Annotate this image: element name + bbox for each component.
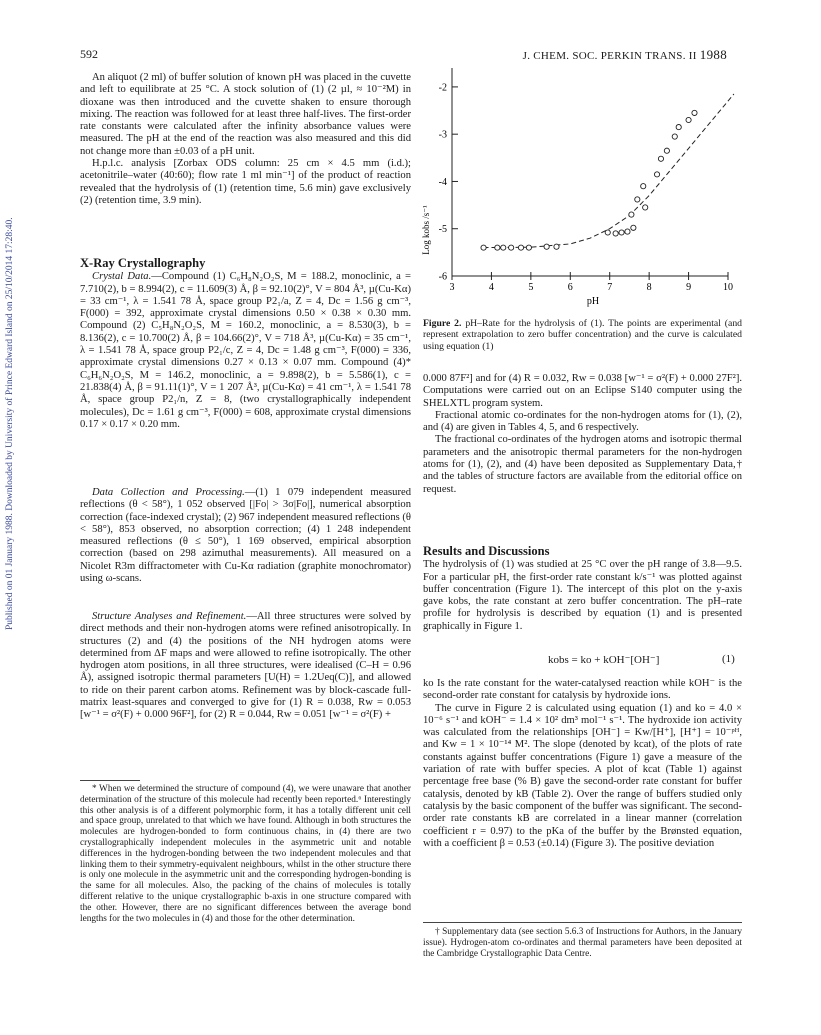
x-tick-label: 6 <box>567 282 573 293</box>
data-point <box>518 245 523 250</box>
figure-caption-text: pH–Rate for the hydrolysis of (1). The points are experimental (and represent extrapolation to zero buffer concentration) and the curve is calculated using equation (1) <box>423 318 743 352</box>
data-point <box>692 110 697 115</box>
y-tick-label: -3 <box>438 129 447 141</box>
data-point <box>654 172 659 177</box>
data-point <box>664 148 669 153</box>
data-point <box>658 156 663 161</box>
x-tick-label: 9 <box>686 282 692 293</box>
data-point <box>613 231 618 236</box>
left-column-top <box>80 72 411 207</box>
paragraph-supplementary: The fractional co-ordinates of the hydrogen atoms and isotropic thermal parameters and the anisotropic thermal parameters for the non-hydrogen atoms for (1), (2), and (4) have been deposited as Supplementary Data,† and the tables of structure factors are available from the editorial office on request. <box>423 434 742 495</box>
y-tick-label: -4 <box>438 176 447 188</box>
right-column-results <box>423 545 742 633</box>
paragraph-crystal-data <box>80 271 411 431</box>
paragraph-fractional: Fractional atomic co-ordinates for the non-hydrogen atoms for (1), (2), and (4) are given in Tables 4, 5, and 6 respectively. <box>423 409 742 434</box>
y-tick-label: -6 <box>438 271 447 283</box>
footnote-rule-left <box>80 780 140 781</box>
paragraph-refinement <box>80 611 411 722</box>
chart-points <box>481 110 697 250</box>
figure-caption <box>423 318 742 352</box>
section-heading-results: Results and Discussions <box>423 544 550 558</box>
left-column-refinement <box>80 611 411 722</box>
data-point <box>605 230 610 235</box>
left-column-xray <box>80 257 411 431</box>
data-point <box>495 245 500 250</box>
page-number: 592 <box>80 47 98 61</box>
data-point <box>501 245 506 250</box>
paragraph-k0: ko Is the rate constant for the water-catalysed reaction while kOH⁻ is the second-order rate constant for catalysis by hydroxide ions. <box>423 678 742 702</box>
footnote-structure: * When we determined the structure of compound (4), we were unaware that another determination of the structure of this molecule had recently been reported.⁶ Interestingly this other analysis is of a different polymorphic form, it has a totally different unit cell and space group, unrelated to that which we have found. Although in both structures the molecules are hydrogen-bonded to form continuous chains, in (4) there are two crystallographically independent molecules in the asymmetric unit and notable differences in the hydrogen-bonding between the two independent molecules and that linking them to their symmetry-equivalent neighbours, whilst in the other structure there is only one molecule in the asymmetric unit and the corresponding hydrogen-bonding is the same for all molecules. Also, the packing of the chains of molecules is totally different relative to the unique crystallographic b-axis in one structure compared with the other. However, there are no significant differences between the average bond lengths for the two molecules in (4) and those for the other determination. <box>80 784 411 924</box>
footnote-right <box>423 927 742 959</box>
data-point <box>676 124 681 129</box>
equation-number: (1) <box>722 653 735 665</box>
left-column-data-collection <box>80 487 411 585</box>
data-point <box>635 197 640 202</box>
ph-rate-chart <box>418 60 748 310</box>
footnote-left <box>80 784 411 924</box>
x-tick-label: 5 <box>528 282 534 293</box>
data-point <box>629 212 634 217</box>
x-axis-label: pH <box>586 296 600 307</box>
data-point <box>643 205 648 210</box>
journal-year: 1988 <box>699 47 727 62</box>
y-tick-label: -5 <box>438 224 447 236</box>
equation-1: kobs = ko + kOH⁻[OH⁻] <box>548 654 660 666</box>
paragraph-weighting: 0.000 87F²] and for (4) R = 0.032, Rw = 0.038 [w⁻¹ = σ²(F) + 0.000 27F²]. Computations were carried out on an Eclipse S140 computer using the SHELXTL program system. <box>423 373 742 409</box>
section-heading-xray: X-Ray Crystallography <box>80 256 206 270</box>
data-point <box>619 230 624 235</box>
data-point <box>641 184 646 189</box>
data-point <box>631 225 636 230</box>
paragraph-procedure: An aliquot (2 ml) of buffer solution of known pH was placed in the cuvette and left to equilibrate at 25 °C. A stock solution of (1) (2 µl, ≈ 10⁻²M) in dioxane was then introduced and the cuvette shaken to ensure thorough mixing. The reaction was followed for at least three half-lives. The first-order rate constants were calculated after the infinity absorbance values were measured. The pH at the end of the reaction was also measured and this did not change more than ±0.03 of a pH unit. <box>80 72 411 157</box>
figure-caption-label: Figure 2. <box>423 318 462 329</box>
x-tick-label: 3 <box>449 282 455 293</box>
data-point <box>686 117 691 122</box>
data-point <box>672 134 677 139</box>
paragraph-hplc: H.p.l.c. analysis [Zorbax ODS column: 25 cm × 4.5 mm (i.d.); acetonitrile–water (40:60); flow rate 1 ml min⁻¹] of the product of reaction revealed that the hydrolysis of (1) (retention time, 5.6 min) gave exclusively (2) (retention time, 3.9 min). <box>80 158 411 206</box>
crystal-data-label: Crystal Data. <box>92 271 152 283</box>
chart-curve <box>484 94 734 248</box>
data-point <box>509 245 514 250</box>
paragraph-curve: The curve in Figure 2 is calculated using equation (1) and ko = 4.0 × 10⁻⁶ s⁻¹ and kOH⁻ = 1.4 × 10² dm³ mol⁻¹ s⁻¹. The hydroxide ion activity was calculated from the relationships [OH⁻] = Kw/[H⁺], [H⁺] = 10⁻ᵖᴴ, and Kw = 1 × 10⁻¹⁴ M². The slope (denoted by kcat), of the plots of rate constants against buffer concentrations (Figure 1) gave a measure of the variation of rate with buffer species. A plot of kcat (Table 1) against percentage free base (% B) gave the second-order rate constant for buffer catalysis, denoted by kB (Table 2). Over the range of buffers studied only catalysis by the basic component of the buffer was significant. The second-order rate constants kB are correlated in a linear manner (correlation coefficient r = 0.97) to the pKa of the buffer by the Brønsted equation, with a coefficient β = 0.53 (±0.14) (Figure 3). The positive deviation <box>423 702 742 849</box>
refinement-text: —All three structures were solved by direct methods and their non-hydrogen atoms were refined anisotropically. In structures (2) and (4) the positions of the NH hydrogen atoms were determined from ΔF maps and were allowed to refine isotropically. The other hydrogen atom positions, in all three structures, were idealised (C–H = 0.96 Å), assigned isotropic thermal parameters [U(H) = 1.2Ueq(C)], and allowed to ride on their parent carbon atoms. Refinement was by block-cascade full-matrix least-squares and converged to give for (1) R = 0.038, Rw = 0.053 [w⁻¹ = σ²(F) + 0.000 96F²], for (2) R = 0.044, Rw = 0.051 [w⁻¹ = σ²(F) + <box>80 611 411 721</box>
crystal-data-text: —Compound (1) C₆H₈N₂O₂S, M = 188.2, monoclinic, a = 7.710(2), b = 8.994(2), c = 11.609(3) Å, β = 92.10(2)°, V = 804 Å³, µ(Cu-Kα) = 33 cm⁻¹, λ = 1.541 78 Å, space group P2₁/a, Z = 4, Dc = 1.56 g cm⁻³, F(000) = 392, approximate crystal dimensions 0.50 × 0.38 × 0.30 mm. Compound (2) C₅H₈N₂O₂S, M = 160.2, monoclinic, a = 8.530(3), b = 8.136(2), c = 10.700(2) Å, β = 104.66(2)°, V = 718 Å³, µ(Cu-Kα) = 35 cm⁻¹, λ = 1.541 78 Å, space group P2₁/c, Z = 4, Dc = 1.48 g cm⁻³, F(000) = 336, approximate crystal dimensions 0.27 × 0.13 × 0.07 mm. Compound (4)* C₆H₆N₂O₂S, M = 146.2, monoclinic, a = 9.898(2), b = 5.586(1), c = 21.838(4) Å, β = 91.11(1)°, V = 1 207 Å³, µ(Cu-Kα) = 41 cm⁻¹, λ = 1.541 78 Å, space group P2₁/n, Z = 8, (two crystallographically independent molecules), Dc = 1.61 g cm⁻³, F(000) = 608, approximate crystal dimensions 0.17 × 0.17 × 0.20 mm. <box>80 271 411 430</box>
download-notice: Published on 01 January 1988. Downloaded by University of Prince Edward Island on 25/10/2014 17:28:40. <box>5 217 15 630</box>
data-point <box>554 244 559 249</box>
x-tick-label: 8 <box>646 282 652 293</box>
data-point <box>625 229 630 234</box>
calculated-curve <box>484 94 734 248</box>
data-point <box>544 244 549 249</box>
paragraph-data-collection <box>80 487 411 585</box>
right-column-methods <box>423 373 742 496</box>
data-point <box>526 245 531 250</box>
y-axis-label: Log kobs /s⁻¹ <box>421 205 431 255</box>
footnote-supplementary: † Supplementary data (see section 5.6.3 of Instructions for Authors, in the January issue). Hydrogen-atom co-ordinates and thermal parameters have been deposited at the Cambridge Crystallographic Data Centre. <box>423 927 742 959</box>
data-collection-label: Data Collection and Processing. <box>92 487 245 498</box>
data-collection-text: —(1) 1 079 independent measured reflections (θ < 58°), 1 052 observed [|Fo| > 3σ|Fo|], numerical absorption correction (face-indexed crystal); (2) 967 independent measured reflections (θ < 58°), 853 observed, no absorption correction; (4) 1 248 independent measured reflections (θ ≤ 50°), 1 169 observed, empirical absorption correction (based on 298 azimuthal measurements). All measured on a Nicolet R3m diffractometer with Cu-Kα radiation (graphite monochromator) using ω-scans. <box>80 487 411 585</box>
x-tick-label: 7 <box>607 282 613 293</box>
x-tick-label: 4 <box>488 282 494 293</box>
journal-name: J. CHEM. SOC. PERKIN TRANS. II <box>522 50 697 62</box>
chart-ticks <box>439 82 733 293</box>
x-tick-label: 10 <box>723 282 733 293</box>
y-tick-label: -2 <box>438 82 447 94</box>
chart-axes <box>452 68 728 276</box>
paragraph-results: The hydrolysis of (1) was studied at 25 °C over the pH range of 3.8—9.5. For a particular pH, the first-order rate constant k/s⁻¹ was plotted against buffer concentration (Figure 1). The intercept of this plot on the y-axis gave kobs, the rate constant at zero buffer concentration. The pH–rate profile for hydrolysis is described by equation (1) and is presented graphically in Figure 1. <box>423 559 742 632</box>
data-point <box>481 245 486 250</box>
footnote-rule-right <box>423 922 742 923</box>
refinement-label: Structure Analyses and Refinement. <box>92 611 247 622</box>
right-column-discussion <box>423 678 742 850</box>
